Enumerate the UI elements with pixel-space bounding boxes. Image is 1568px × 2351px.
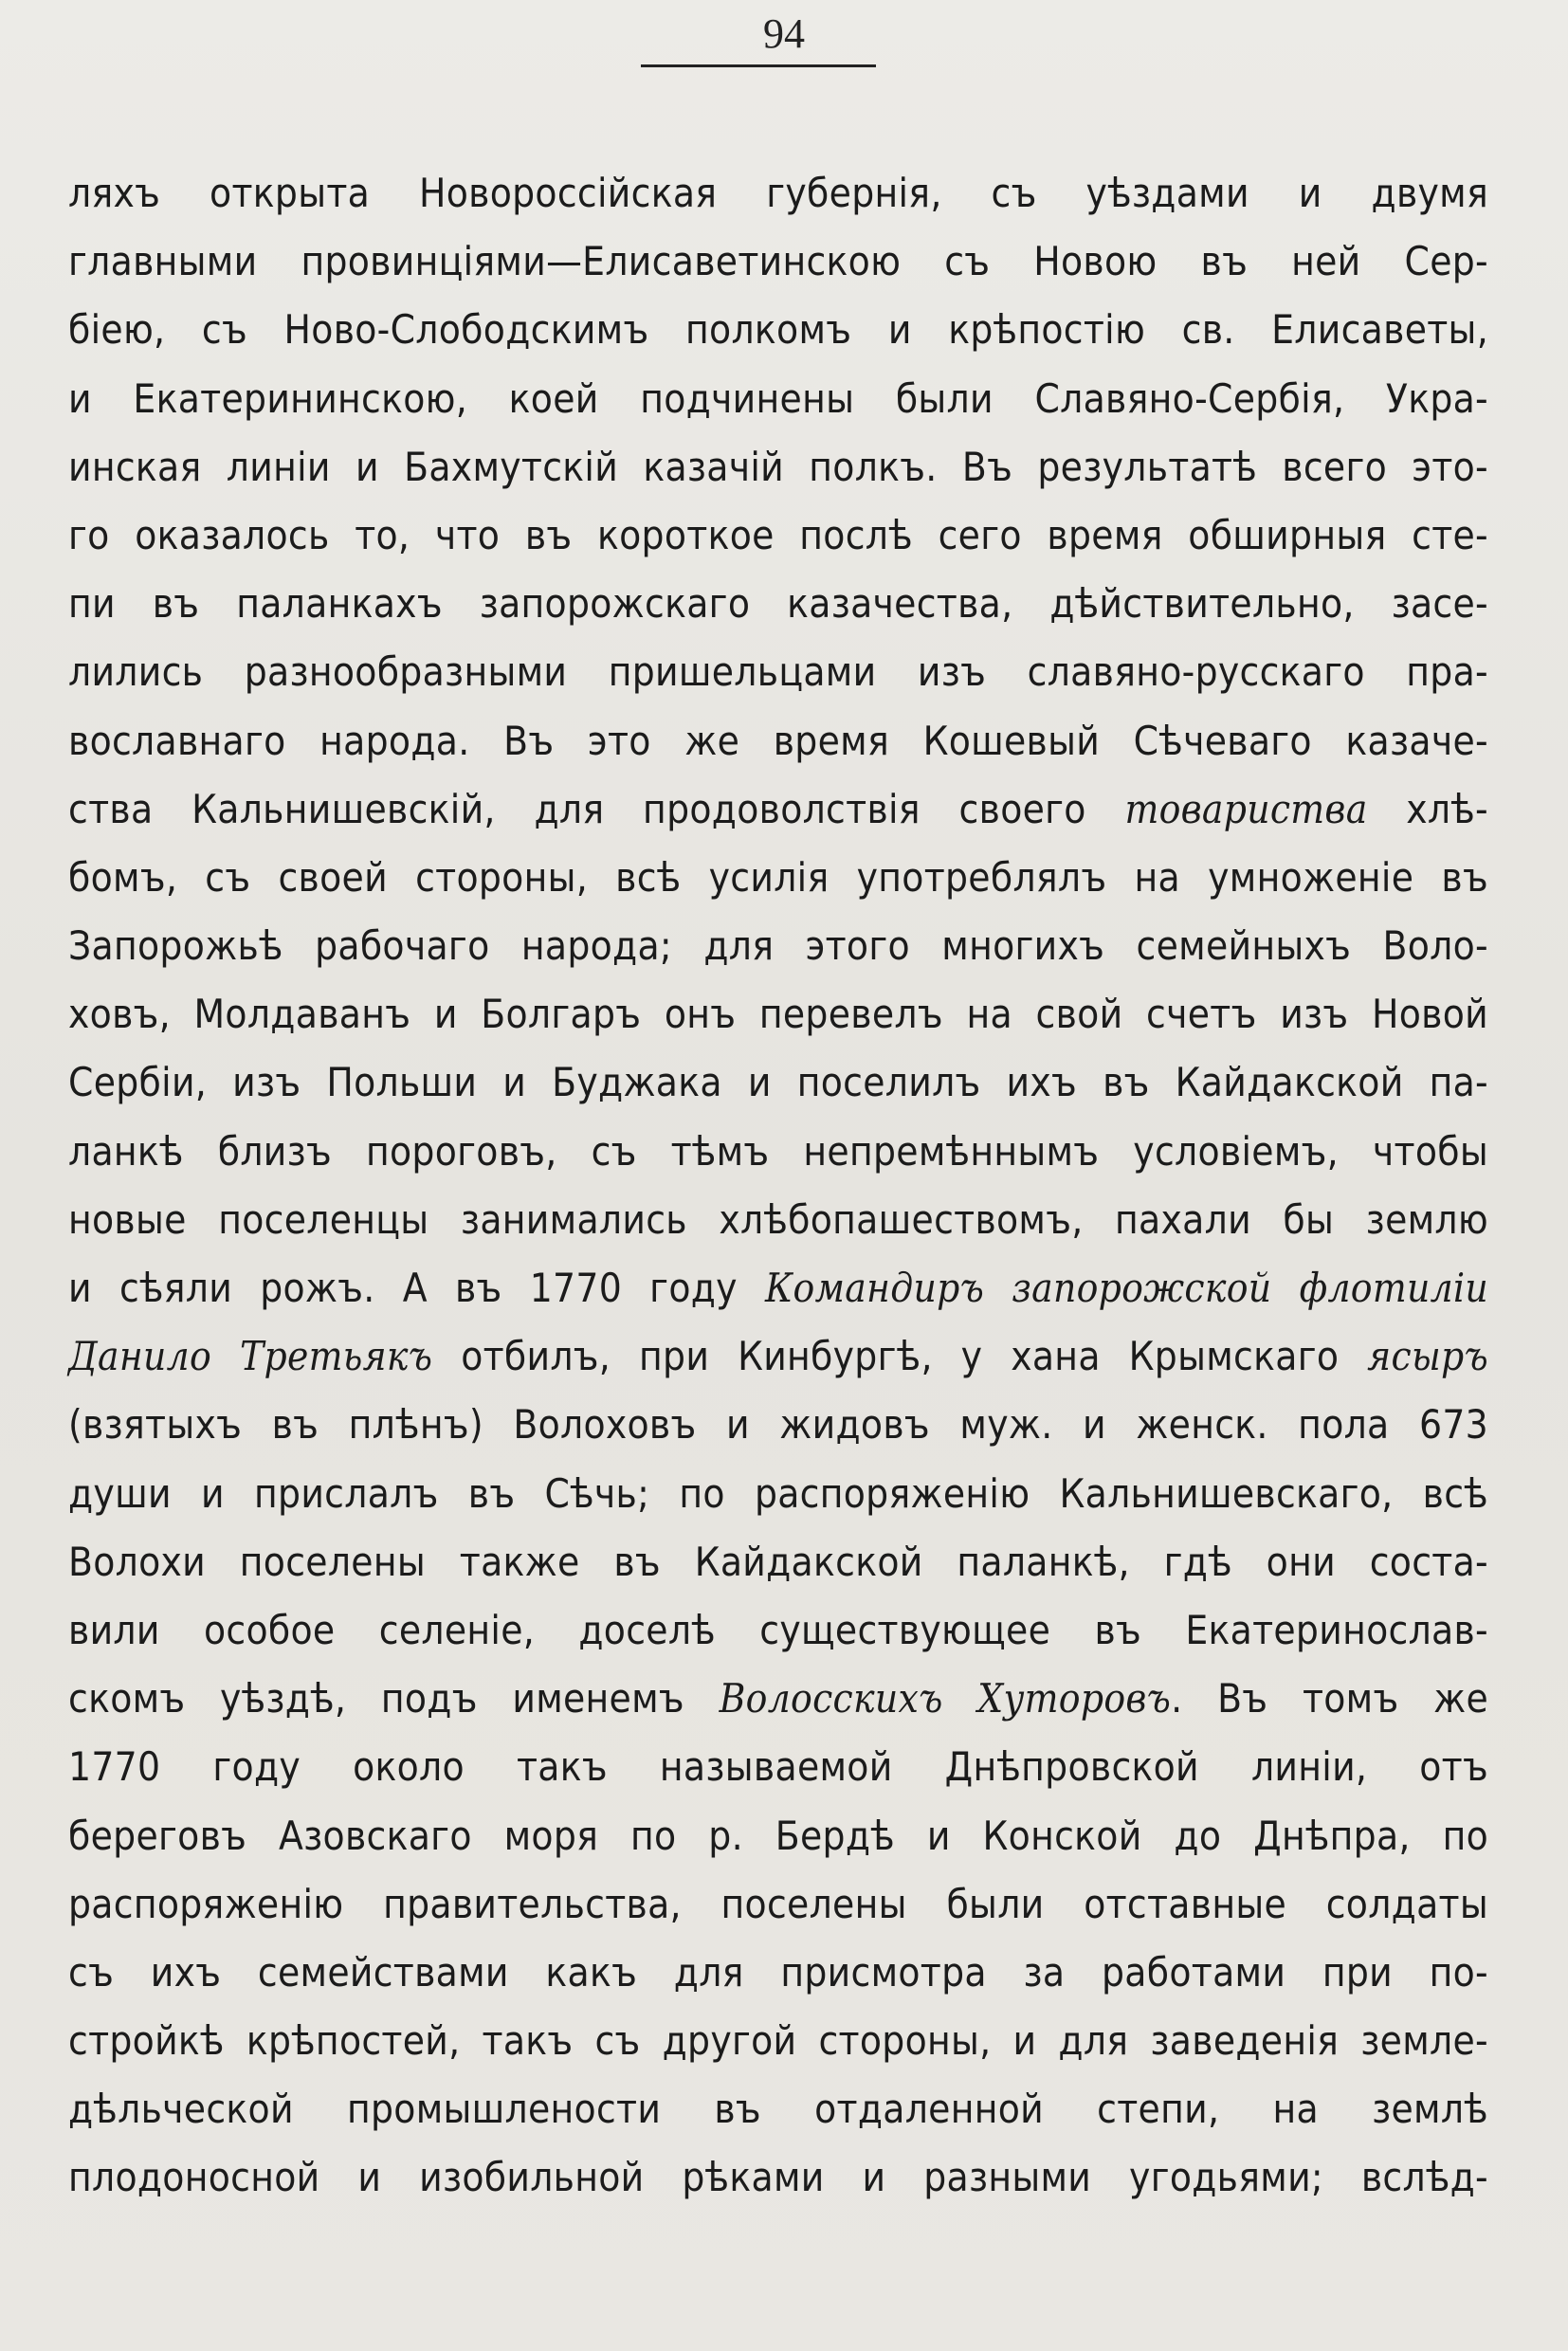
text-segment: распоряженію правительства, поселены были отставные солдаты xyxy=(68,1880,1488,1927)
italic-text: Командиръ запорожской флотиліи xyxy=(764,1265,1488,1311)
italic-text: Данило Третьякъ xyxy=(68,1333,433,1380)
text-segment: лились разнообразными пришельцами изъ славяно-русскаго пра- xyxy=(68,648,1488,696)
text-line xyxy=(68,980,1488,1048)
text-line xyxy=(68,159,1488,228)
italic-text: Волосскихъ Хуторовъ xyxy=(719,1675,1172,1722)
text-segment: го оказалось то, что въ короткое послѣ сего время обширныя сте- xyxy=(68,511,1488,558)
text-segment: вили особое селеніе, доселѣ существующее въ Екатеринослав- xyxy=(68,1606,1488,1653)
text-segment: ховъ, Молдаванъ и Болгаръ онъ перевелъ на свой счетъ изъ Новой xyxy=(68,991,1488,1038)
text-line xyxy=(68,1460,1488,1528)
italic-text: товариства xyxy=(1124,785,1368,832)
text-line xyxy=(68,638,1488,706)
text-line xyxy=(68,1118,1488,1186)
text-line xyxy=(68,1186,1488,1254)
text-segment: и Екатерининскою, коей подчинены были Славяно-Сербія, Укра- xyxy=(68,374,1488,422)
text-line xyxy=(68,707,1488,775)
text-segment: хлѣ- xyxy=(1367,785,1488,832)
text-segment: главными провинціями—Елисаветинскою съ Новою въ ней Сер- xyxy=(68,238,1488,285)
text-segment: бомъ, съ своей стороны, всѣ усилія употреблялъ на умноженіе въ xyxy=(68,853,1488,901)
page-number: 94 xyxy=(763,10,805,57)
text-segment: пи въ паланкахъ запорожскаго казачества, дѣйствительно, засе- xyxy=(68,580,1488,628)
text-line xyxy=(68,1870,1488,1939)
text-segment: дѣльческой промышлености въ отдаленной степи, на землѣ xyxy=(68,2086,1488,2133)
text-segment: Сербіи, изъ Польши и Буджака и поселилъ ихъ въ Кайдакской па- xyxy=(68,1059,1488,1106)
text-line xyxy=(68,912,1488,980)
text-line xyxy=(68,1733,1488,1801)
text-segment: (взятыхъ въ плѣнъ) Волоховъ и жидовъ муж. и женск. пола 673 xyxy=(68,1401,1488,1449)
text-segment: скомъ уѣздѣ, подъ именемъ xyxy=(68,1675,720,1722)
text-line xyxy=(68,2143,1488,2212)
text-line xyxy=(68,570,1488,638)
text-line xyxy=(68,1322,1488,1391)
text-segment: вославнаго народа. Въ это же время Кошевый Сѣчеваго казаче- xyxy=(68,717,1488,764)
text-line xyxy=(68,1596,1488,1665)
text-segment: Волохи поселены также въ Кайдакской паланкѣ, гдѣ они соста- xyxy=(68,1538,1488,1585)
text-line xyxy=(68,1802,1488,1870)
text-line xyxy=(68,365,1488,433)
text-segment: ланкѣ близъ пороговъ, съ тѣмъ непремѣннымъ условіемъ, чтобы xyxy=(68,1127,1488,1175)
text-segment: съ ихъ семействами какъ для присмотра за работами при по- xyxy=(68,1948,1488,1996)
text-line xyxy=(68,775,1488,844)
text-line xyxy=(68,844,1488,912)
text-segment: біею, съ Ново-Слободскимъ полкомъ и крѣпостію св. Елисаветы, xyxy=(68,306,1488,354)
text-segment: души и прислалъ въ Сѣчь; по распоряженію Кальнишевскаго, всѣ xyxy=(68,1469,1488,1517)
text-line xyxy=(68,1391,1488,1459)
text-line xyxy=(68,228,1488,296)
text-line xyxy=(68,1254,1488,1322)
text-line xyxy=(68,1048,1488,1117)
text-segment: стройкѣ крѣпостей, такъ съ другой стороны, и для заведенія земле- xyxy=(68,2017,1488,2065)
header-rule xyxy=(641,64,876,67)
text-segment: ляхъ открыта Новороссійская губернія, съ уѣздами и двумя xyxy=(68,170,1488,216)
text-segment: новые поселенцы занимались хлѣбопашествомъ, пахали бы землю xyxy=(68,1195,1488,1243)
text-line xyxy=(68,1939,1488,2007)
text-segment: ства Кальнишевскій, для продоволствія своего xyxy=(68,785,1125,832)
italic-text: ясыръ xyxy=(1367,1333,1488,1380)
body-text xyxy=(68,159,1488,2213)
text-line xyxy=(68,1528,1488,1596)
text-segment: . Въ томъ же xyxy=(1171,1675,1489,1722)
text-segment: плодоносной и изобильной рѣками и разными угодьями; вслѣд- xyxy=(68,2154,1488,2201)
text-segment: Запорожьѣ рабочаго народа; для этого многихъ семейныхъ Воло- xyxy=(68,922,1488,970)
text-segment: береговъ Азовскаго моря по р. Бердѣ и Конской до Днѣпра, по xyxy=(68,1812,1488,1859)
text-line xyxy=(68,1665,1488,1733)
text-line xyxy=(68,433,1488,501)
text-line xyxy=(68,2007,1488,2075)
text-line xyxy=(68,501,1488,570)
text-segment: отбилъ, при Кинбургѣ, у хана Крымскаго xyxy=(432,1333,1368,1380)
text-line xyxy=(68,296,1488,364)
text-segment: 1770 году около такъ называемой Днѣпровской линіи, отъ xyxy=(68,1743,1488,1791)
text-segment: инская линіи и Бахмутскій казачій полкъ. Въ результатѣ всего это- xyxy=(68,443,1488,490)
text-segment: и сѣяли рожъ. А въ 1770 году xyxy=(68,1265,765,1311)
text-line xyxy=(68,2075,1488,2143)
